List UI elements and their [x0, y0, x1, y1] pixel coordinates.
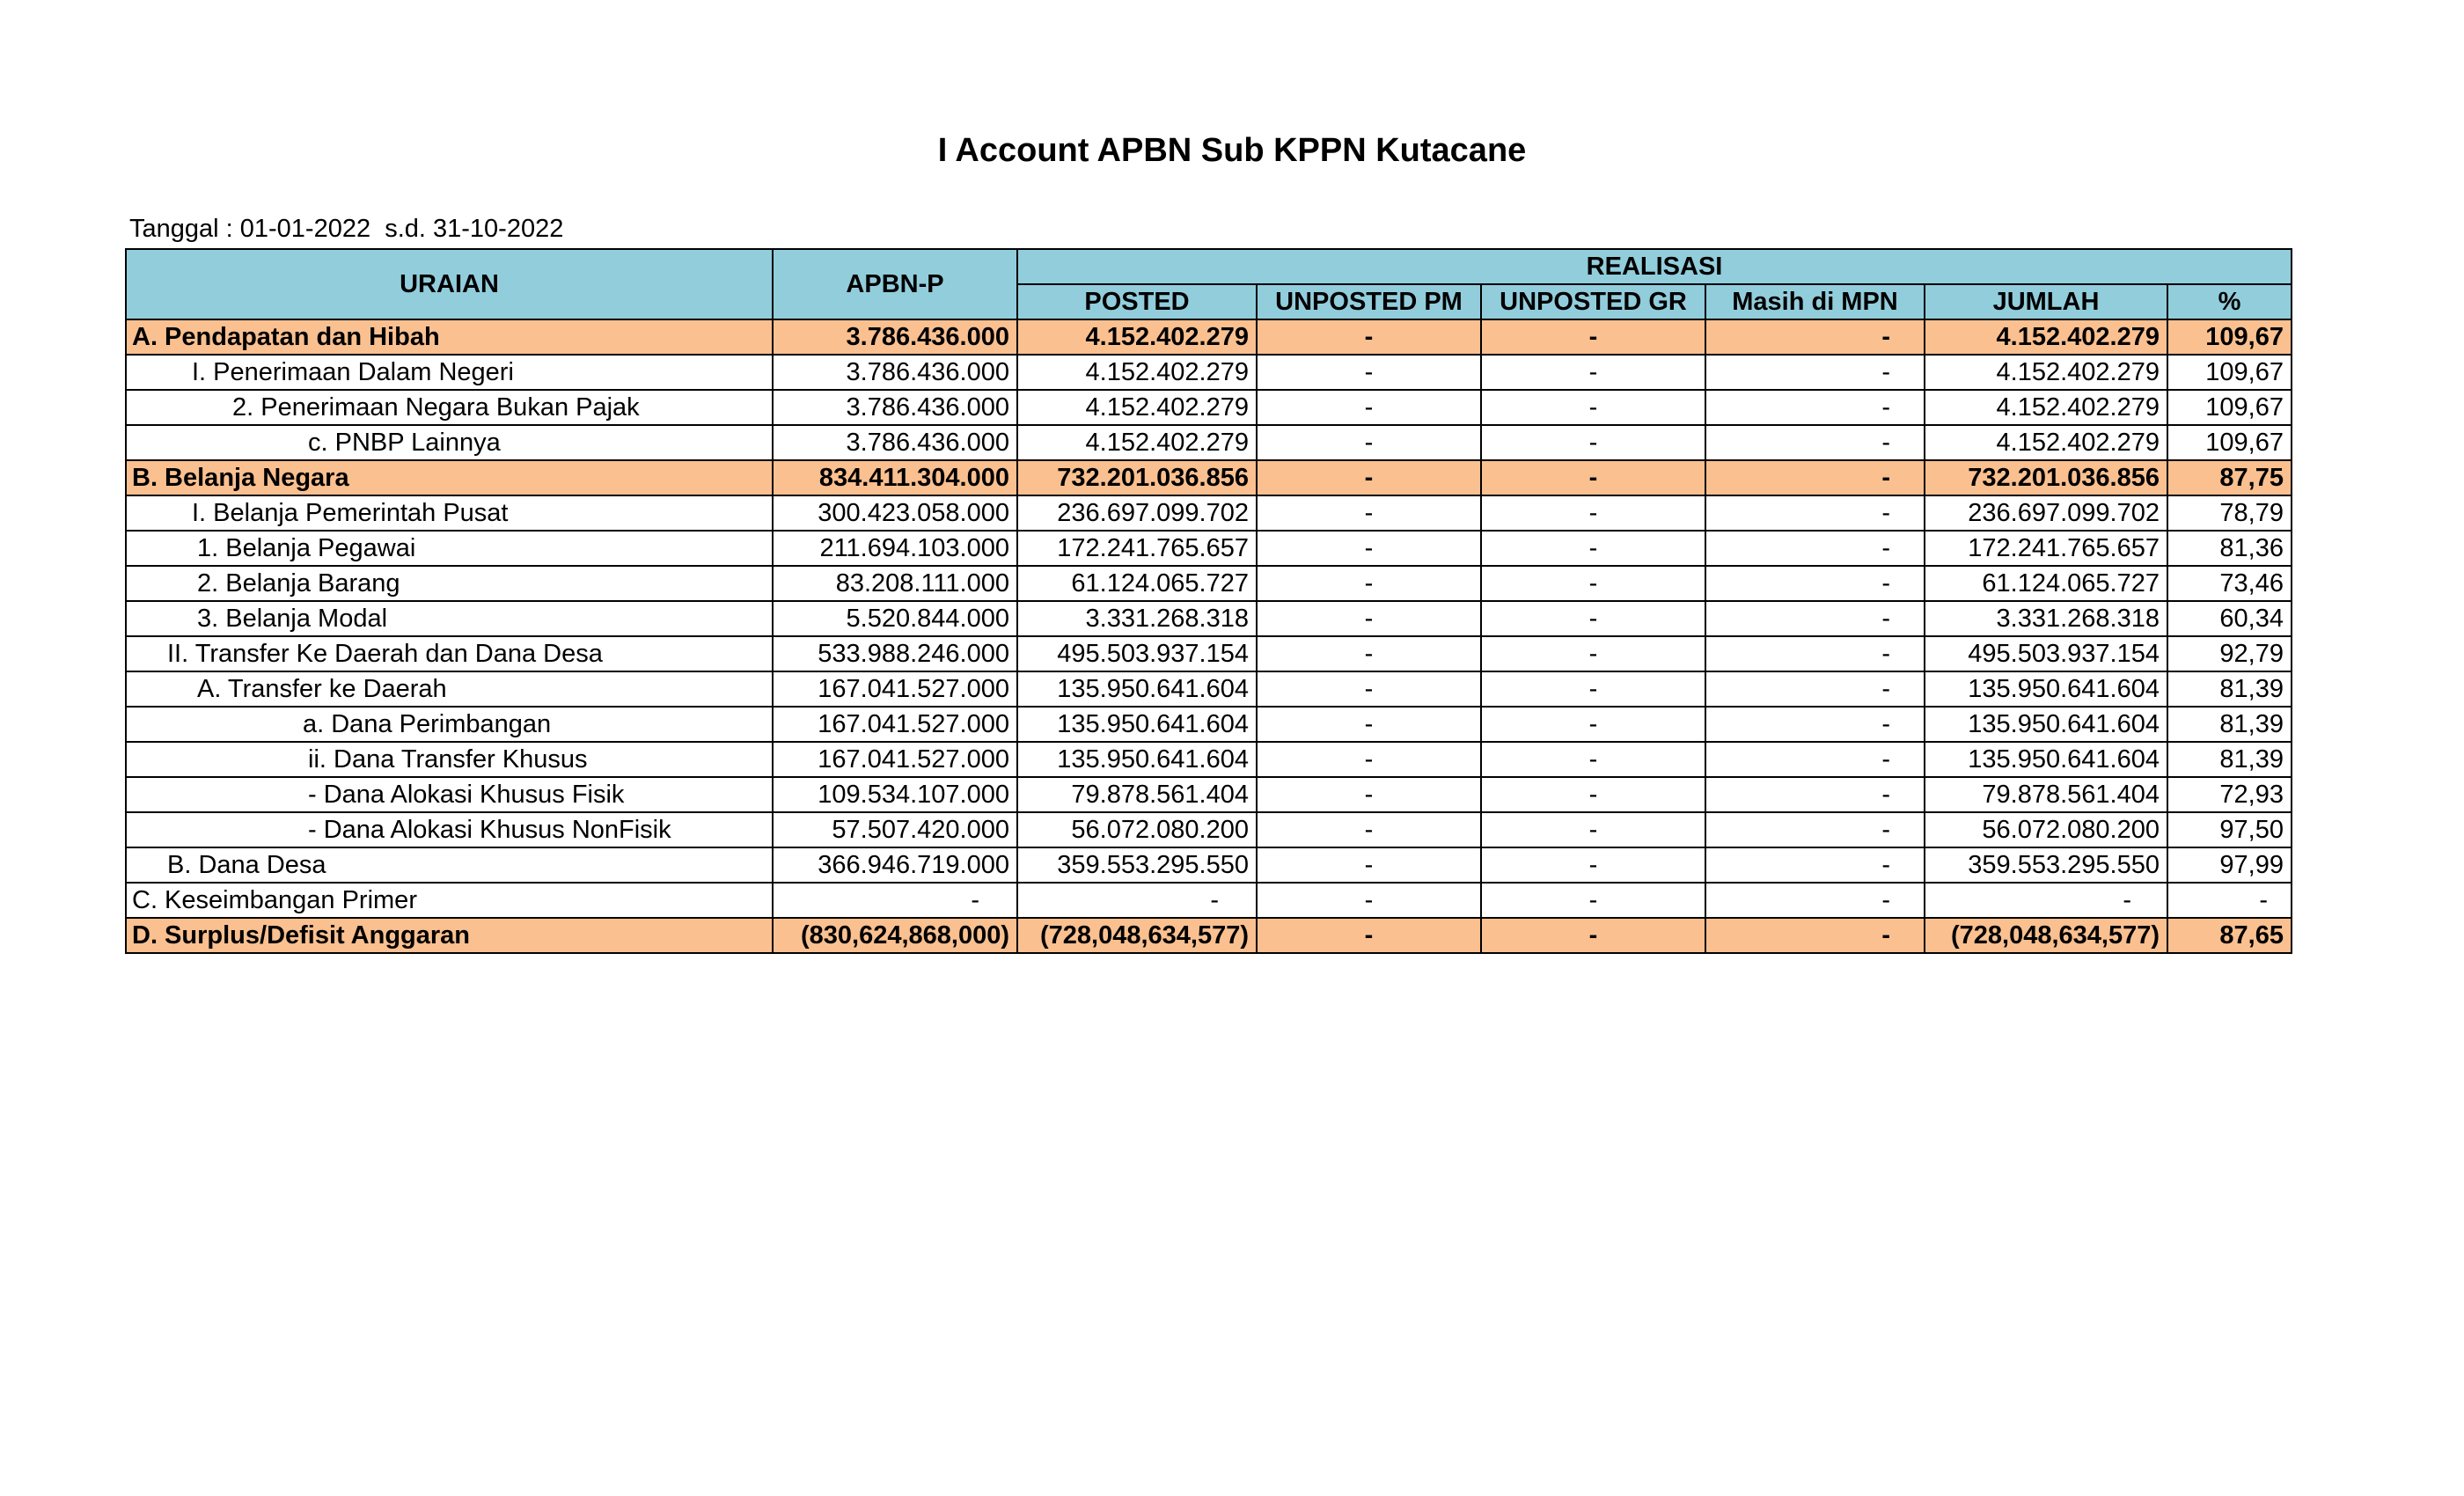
apbn-cell: 211.694.103.000: [773, 531, 1017, 566]
uraian-cell: A. Pendapatan dan Hibah: [126, 319, 773, 355]
posted-cell: -: [1017, 883, 1257, 918]
header-unposted-pm: UNPOSTED PM: [1257, 284, 1481, 319]
masih-mpn-cell: -: [1705, 531, 1925, 566]
masih-mpn-cell: -: [1705, 425, 1925, 460]
unposted-pm-cell: -: [1257, 707, 1481, 742]
posted-cell: 135.950.641.604: [1017, 671, 1257, 707]
unposted-pm-cell: -: [1257, 777, 1481, 812]
pct-cell: 72,93: [2167, 777, 2292, 812]
posted-cell: 3.331.268.318: [1017, 601, 1257, 636]
masih-mpn-cell: -: [1705, 460, 1925, 495]
unposted-gr-cell: -: [1481, 883, 1705, 918]
apbn-cell: 109.534.107.000: [773, 777, 1017, 812]
jumlah-cell: 3.331.268.318: [1925, 601, 2167, 636]
unposted-gr-cell: -: [1481, 812, 1705, 847]
table-row: [126, 707, 2292, 742]
uraian-cell: I. Penerimaan Dalam Negeri: [126, 355, 773, 390]
apbn-cell: -: [773, 883, 1017, 918]
apbn-cell: 83.208.111.000: [773, 566, 1017, 601]
header-posted: POSTED: [1017, 284, 1257, 319]
pct-cell: 81,36: [2167, 531, 2292, 566]
unposted-gr-cell: -: [1481, 601, 1705, 636]
uraian-cell: 2. Belanja Barang: [126, 566, 773, 601]
unposted-gr-cell: -: [1481, 918, 1705, 953]
pct-cell: 92,79: [2167, 636, 2292, 671]
unposted-pm-cell: -: [1257, 671, 1481, 707]
unposted-pm-cell: -: [1257, 531, 1481, 566]
pct-cell: 78,79: [2167, 495, 2292, 531]
apbn-cell: 3.786.436.000: [773, 390, 1017, 425]
header-masih-mpn: Masih di MPN: [1705, 284, 1925, 319]
uraian-cell: II. Transfer Ke Daerah dan Dana Desa: [126, 636, 773, 671]
uraian-cell: C. Keseimbangan Primer: [126, 883, 773, 918]
masih-mpn-cell: -: [1705, 671, 1925, 707]
pct-cell: 109,67: [2167, 390, 2292, 425]
posted-cell: 236.697.099.702: [1017, 495, 1257, 531]
masih-mpn-cell: -: [1705, 707, 1925, 742]
pct-cell: 97,99: [2167, 847, 2292, 883]
jumlah-cell: 4.152.402.279: [1925, 425, 2167, 460]
uraian-cell: B. Belanja Negara: [126, 460, 773, 495]
jumlah-cell: 135.950.641.604: [1925, 707, 2167, 742]
uraian-cell: 3. Belanja Modal: [126, 601, 773, 636]
jumlah-cell: 4.152.402.279: [1925, 355, 2167, 390]
unposted-gr-cell: -: [1481, 319, 1705, 355]
table-row: [126, 671, 2292, 707]
apbn-cell: 57.507.420.000: [773, 812, 1017, 847]
table-row: [126, 495, 2292, 531]
table-row: [126, 390, 2292, 425]
unposted-gr-cell: -: [1481, 847, 1705, 883]
pct-cell: 81,39: [2167, 707, 2292, 742]
account-table: [125, 248, 2292, 954]
masih-mpn-cell: -: [1705, 777, 1925, 812]
header-realisasi: REALISASI: [1017, 249, 2292, 284]
pct-cell: 87,75: [2167, 460, 2292, 495]
uraian-cell: B. Dana Desa: [126, 847, 773, 883]
unposted-pm-cell: -: [1257, 601, 1481, 636]
unposted-pm-cell: -: [1257, 460, 1481, 495]
uraian-cell: - Dana Alokasi Khusus Fisik: [126, 777, 773, 812]
header-pct: %: [2167, 284, 2292, 319]
pct-cell: 60,34: [2167, 601, 2292, 636]
pct-cell: 87,65: [2167, 918, 2292, 953]
page-title: I Account APBN Sub KPPN Kutacane: [937, 132, 1527, 169]
unposted-gr-cell: -: [1481, 777, 1705, 812]
uraian-cell: D. Surplus/Defisit Anggaran: [126, 918, 773, 953]
unposted-pm-cell: -: [1257, 390, 1481, 425]
posted-cell: 135.950.641.604: [1017, 707, 1257, 742]
posted-cell: 4.152.402.279: [1017, 319, 1257, 355]
unposted-pm-cell: -: [1257, 319, 1481, 355]
masih-mpn-cell: -: [1705, 390, 1925, 425]
apbn-cell: 3.786.436.000: [773, 355, 1017, 390]
jumlah-cell: 79.878.561.404: [1925, 777, 2167, 812]
unposted-gr-cell: -: [1481, 671, 1705, 707]
posted-cell: 4.152.402.279: [1017, 425, 1257, 460]
posted-cell: 61.124.065.727: [1017, 566, 1257, 601]
uraian-cell: a. Dana Perimbangan: [126, 707, 773, 742]
jumlah-cell: 236.697.099.702: [1925, 495, 2167, 531]
unposted-pm-cell: -: [1257, 355, 1481, 390]
masih-mpn-cell: -: [1705, 847, 1925, 883]
unposted-gr-cell: -: [1481, 425, 1705, 460]
uraian-cell: 1. Belanja Pegawai: [126, 531, 773, 566]
uraian-cell: ii. Dana Transfer Khusus: [126, 742, 773, 777]
table-row: [126, 355, 2292, 390]
uraian-cell: c. PNBP Lainnya: [126, 425, 773, 460]
posted-cell: (728,048,634,577): [1017, 918, 1257, 953]
apbn-cell: 167.041.527.000: [773, 707, 1017, 742]
unposted-gr-cell: -: [1481, 707, 1705, 742]
posted-cell: 732.201.036.856: [1017, 460, 1257, 495]
unposted-pm-cell: -: [1257, 425, 1481, 460]
jumlah-cell: (728,048,634,577): [1925, 918, 2167, 953]
header-jumlah: JUMLAH: [1925, 284, 2167, 319]
posted-cell: 4.152.402.279: [1017, 355, 1257, 390]
unposted-pm-cell: -: [1257, 847, 1481, 883]
pct-cell: 109,67: [2167, 425, 2292, 460]
unposted-gr-cell: -: [1481, 531, 1705, 566]
uraian-cell: 2. Penerimaan Negara Bukan Pajak: [126, 390, 773, 425]
unposted-pm-cell: -: [1257, 883, 1481, 918]
table-row: [126, 531, 2292, 566]
table-row: [126, 777, 2292, 812]
table-row: [126, 425, 2292, 460]
apbn-cell: 3.786.436.000: [773, 319, 1017, 355]
jumlah-cell: 732.201.036.856: [1925, 460, 2167, 495]
uraian-cell: I. Belanja Pemerintah Pusat: [126, 495, 773, 531]
jumlah-cell: 135.950.641.604: [1925, 742, 2167, 777]
table-body: [126, 319, 2292, 953]
table-row: [126, 566, 2292, 601]
jumlah-cell: 135.950.641.604: [1925, 671, 2167, 707]
masih-mpn-cell: -: [1705, 636, 1925, 671]
posted-cell: 4.152.402.279: [1017, 390, 1257, 425]
posted-cell: 359.553.295.550: [1017, 847, 1257, 883]
unposted-gr-cell: -: [1481, 460, 1705, 495]
pct-cell: 81,39: [2167, 671, 2292, 707]
unposted-gr-cell: -: [1481, 355, 1705, 390]
apbn-cell: (830,624,868,000): [773, 918, 1017, 953]
masih-mpn-cell: -: [1705, 566, 1925, 601]
table-row: [126, 636, 2292, 671]
posted-cell: 172.241.765.657: [1017, 531, 1257, 566]
apbn-cell: 5.520.844.000: [773, 601, 1017, 636]
header-unposted-gr: UNPOSTED GR: [1481, 284, 1705, 319]
masih-mpn-cell: -: [1705, 319, 1925, 355]
table-row: [126, 883, 2292, 918]
uraian-cell: - Dana Alokasi Khusus NonFisik: [126, 812, 773, 847]
masih-mpn-cell: -: [1705, 742, 1925, 777]
apbn-cell: 3.786.436.000: [773, 425, 1017, 460]
unposted-gr-cell: -: [1481, 566, 1705, 601]
jumlah-cell: 56.072.080.200: [1925, 812, 2167, 847]
unposted-pm-cell: -: [1257, 495, 1481, 531]
apbn-cell: 366.946.719.000: [773, 847, 1017, 883]
table-row: [126, 319, 2292, 355]
uraian-cell: A. Transfer ke Daerah: [126, 671, 773, 707]
table-row: [126, 742, 2292, 777]
jumlah-cell: -: [1925, 883, 2167, 918]
jumlah-cell: 359.553.295.550: [1925, 847, 2167, 883]
unposted-pm-cell: -: [1257, 812, 1481, 847]
pct-cell: 73,46: [2167, 566, 2292, 601]
date-range: Tanggal : 01-01-2022 s.d. 31-10-2022: [129, 215, 564, 243]
header-apbn: APBN-P: [773, 249, 1017, 319]
unposted-gr-cell: -: [1481, 495, 1705, 531]
jumlah-cell: 4.152.402.279: [1925, 319, 2167, 355]
unposted-pm-cell: -: [1257, 636, 1481, 671]
posted-cell: 135.950.641.604: [1017, 742, 1257, 777]
unposted-gr-cell: -: [1481, 390, 1705, 425]
table-row: [126, 918, 2292, 953]
table-row: [126, 847, 2292, 883]
masih-mpn-cell: -: [1705, 355, 1925, 390]
pct-cell: 109,67: [2167, 319, 2292, 355]
apbn-cell: 834.411.304.000: [773, 460, 1017, 495]
pct-cell: 109,67: [2167, 355, 2292, 390]
masih-mpn-cell: -: [1705, 918, 1925, 953]
pct-cell: 97,50: [2167, 812, 2292, 847]
jumlah-cell: 495.503.937.154: [1925, 636, 2167, 671]
apbn-cell: 533.988.246.000: [773, 636, 1017, 671]
apbn-cell: 167.041.527.000: [773, 671, 1017, 707]
header-uraian: URAIAN: [126, 249, 773, 319]
unposted-gr-cell: -: [1481, 742, 1705, 777]
masih-mpn-cell: -: [1705, 812, 1925, 847]
jumlah-cell: 4.152.402.279: [1925, 390, 2167, 425]
jumlah-cell: 172.241.765.657: [1925, 531, 2167, 566]
posted-cell: 56.072.080.200: [1017, 812, 1257, 847]
posted-cell: 495.503.937.154: [1017, 636, 1257, 671]
table-row: [126, 601, 2292, 636]
unposted-pm-cell: -: [1257, 742, 1481, 777]
pct-cell: -: [2167, 883, 2292, 918]
masih-mpn-cell: -: [1705, 495, 1925, 531]
jumlah-cell: 61.124.065.727: [1925, 566, 2167, 601]
apbn-cell: 300.423.058.000: [773, 495, 1017, 531]
masih-mpn-cell: -: [1705, 601, 1925, 636]
table-row: [126, 812, 2292, 847]
masih-mpn-cell: -: [1705, 883, 1925, 918]
posted-cell: 79.878.561.404: [1017, 777, 1257, 812]
pct-cell: 81,39: [2167, 742, 2292, 777]
unposted-gr-cell: -: [1481, 636, 1705, 671]
apbn-cell: 167.041.527.000: [773, 742, 1017, 777]
table-row: [126, 460, 2292, 495]
unposted-pm-cell: -: [1257, 918, 1481, 953]
unposted-pm-cell: -: [1257, 566, 1481, 601]
